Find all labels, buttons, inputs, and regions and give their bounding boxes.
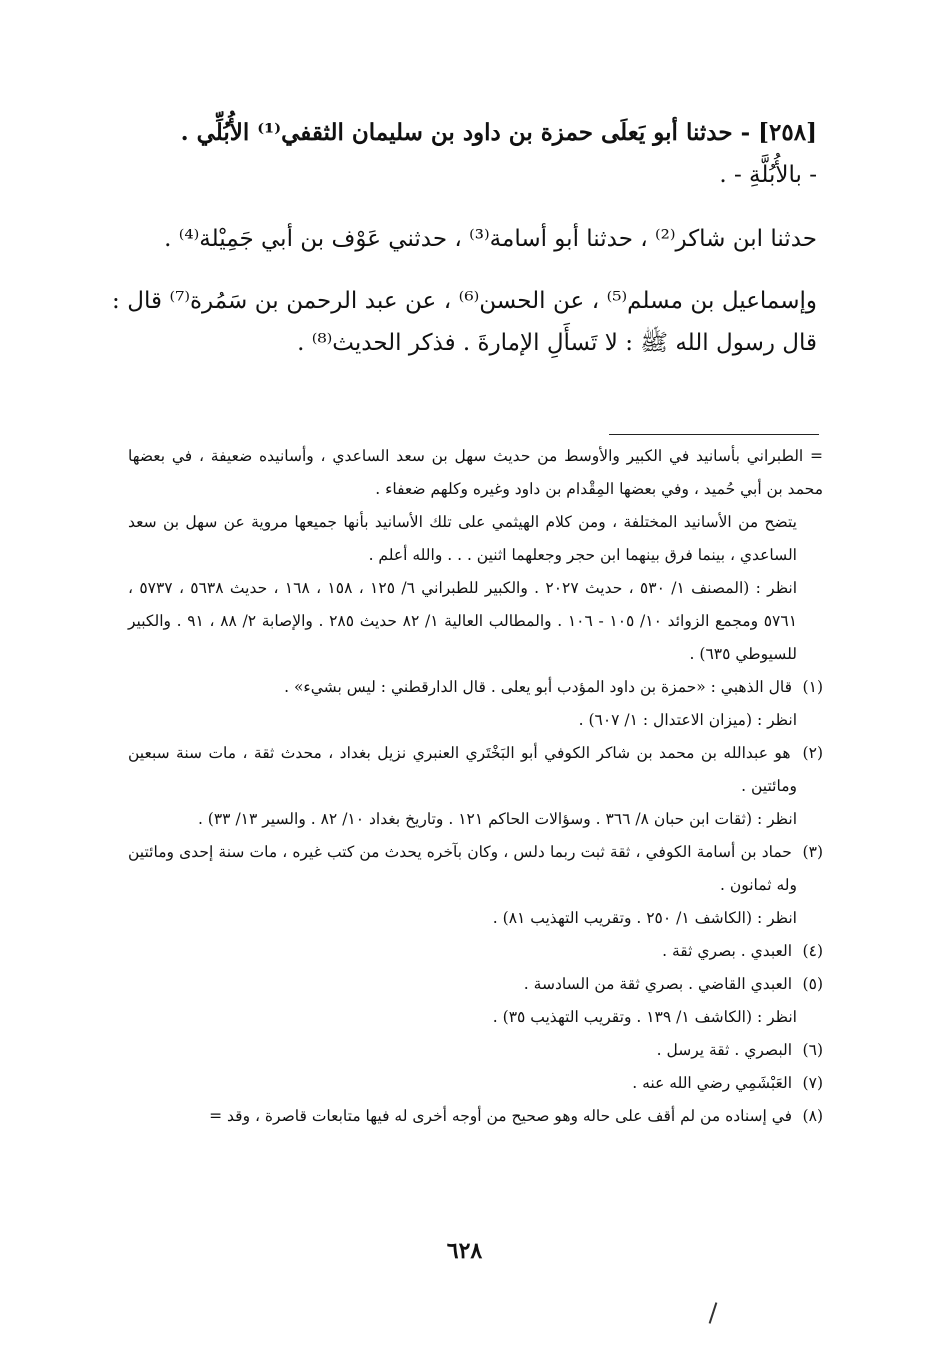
footnote-number: (٥) xyxy=(802,975,823,993)
footnotes xyxy=(128,440,823,1133)
footnote-5-ref: انظر : (الكاشف ١/ ١٣٩ . وتقريب التهذيب ٣٥) . xyxy=(492,1008,797,1026)
footnote-continued-1: = الطبراني بأسانيد في الكبير والأوسط من حديث سهل بن سعد الساعدي ، وأسانيده ضعيفة ، في بعضها محمد بن أبي حُميد ، وفي بعضها المِقْدام بن داود وغيره وكلهم ضعفاء . xyxy=(128,447,823,498)
footnote-number: (٦) xyxy=(802,1041,823,1059)
footnote-3 xyxy=(128,836,823,902)
footnote-5 xyxy=(128,968,823,1001)
hadith-heading: [٢٥٨] - حدثنا أبو يَعلَى حمزة بن داود بن سليمان الثقفي⁽¹⁾ الأُبُلِّي . xyxy=(180,119,817,146)
footnote-number: (٨) xyxy=(802,1107,823,1125)
footnote-continued-3: انظر : (المصنف ١/ ٥٣٠ ، حديث ٢٠٢٧ . والكبير للطبراني ٦/ ١٢٥ ، ١٥٨ ، ١٦٨ ، حديث ٥٦٣٨ ، ٥٧٣٧ ، ٥٧٦١ ومجمع الزوائد ١٠/ ١٠٥ - ١٠٦ . والمطالب العالية ١/ ٨٢ حديث ٢٨٥ . والإصابة ٢/ ٨٨ ، ٩١ . والكبير للسيوطي ٦٣٥) . xyxy=(128,579,798,663)
footnote-number: (٢) xyxy=(802,744,823,762)
footnote-1-ref: انظر : (ميزان الاعتدال : ١/ ٦٠٧) . xyxy=(578,711,797,729)
footnote-number: (٤) xyxy=(802,942,823,960)
footnote-4 xyxy=(128,935,823,968)
hadith-isnad-2: وإسماعيل بن مسلم⁽⁵⁾ ، عن الحسن⁽⁶⁾ ، عن عبد الرحمن بن سَمُرة⁽⁷⁾ قال : قال رسول الله ﷺ : لا تَسأَلِ الإمارةَ . فذكر الحديث⁽⁸⁾ . xyxy=(112,288,817,356)
footnote-6 xyxy=(128,1034,823,1067)
footnote-text: البصري . ثقة يرسل . xyxy=(656,1041,793,1059)
footnote-number: (١) xyxy=(802,678,823,696)
footnote-text: حماد بن أسامة الكوفي ، ثقة ثبت ربما دلس ، وكان بآخره يحدث من كتب غيره ، مات سنة إحدى ومائتين وله ثمانون . xyxy=(128,843,797,894)
footnote-7 xyxy=(128,1067,823,1100)
hadith-subheading: - بالأُبُلَّةِ - . xyxy=(719,162,817,188)
hadith-block xyxy=(112,112,817,384)
footnote-text: في إسناده من لم أقف على حاله وهو صحيح من أوجه أخرى له فيها متابعات قاصرة ، وقد = xyxy=(209,1107,793,1125)
footnote-3-ref: انظر : (الكاشف ١/ ٢٥٠ . وتقريب التهذيب ٨١) . xyxy=(492,909,797,927)
hadith-isnad-1: حدثنا ابن شاكر⁽²⁾ ، حدثنا أبو أسامة⁽³⁾ ، حدثني عَوْف بن أبي جَمِيْلة⁽⁴⁾ . xyxy=(164,226,817,252)
footnote-number: (٧) xyxy=(802,1074,823,1092)
footnote-2-ref: انظر : (ثقات ابن حبان ٨/ ٣٦٦ . وسؤالات الحاكم ١٢١ . وتاريخ بغداد ١٠/ ٨٢ . والسير ١٣/ ٣٣) . xyxy=(197,810,797,828)
footnote-8 xyxy=(128,1100,823,1133)
footnote-continued-2: يتضح من الأسانيد المختلفة ، ومن كلام الهيثمي على تلك الأسانيد بأنها جميعها مروية عن سهل بن سعد الساعدي ، بينما فرق بينهما ابن حجر وجعلهما اثنين . . . والله أعلم . xyxy=(128,513,797,564)
footnote-text: العبدي . بصري ثقة . xyxy=(662,942,793,960)
footnote-text: العبدي القاضي . بصري ثقة من السادسة . xyxy=(523,975,793,993)
footnote-1 xyxy=(128,671,823,704)
footnote-text: هو عبدالله بن محمد بن شاكر الكوفي أبو البَخْتَري العنبري نزيل بغداد ، محدث ثقة ، مات سنة سبعين ومائتين . xyxy=(128,744,797,795)
footnote-number: (٣) xyxy=(802,843,823,861)
footnote-text: قال الذهبي : «حمزة بن داود المؤدب أبو يعلى . قال الدارقطني : ليس بشيء» . xyxy=(284,678,793,696)
footnote-text: العَبْشَمِي رضي الله عنه . xyxy=(632,1074,793,1092)
footnote-separator xyxy=(609,434,819,435)
page-number: ٦٢٨ xyxy=(446,1238,483,1264)
pen-mark xyxy=(709,1302,718,1324)
footnote-2 xyxy=(128,737,823,803)
